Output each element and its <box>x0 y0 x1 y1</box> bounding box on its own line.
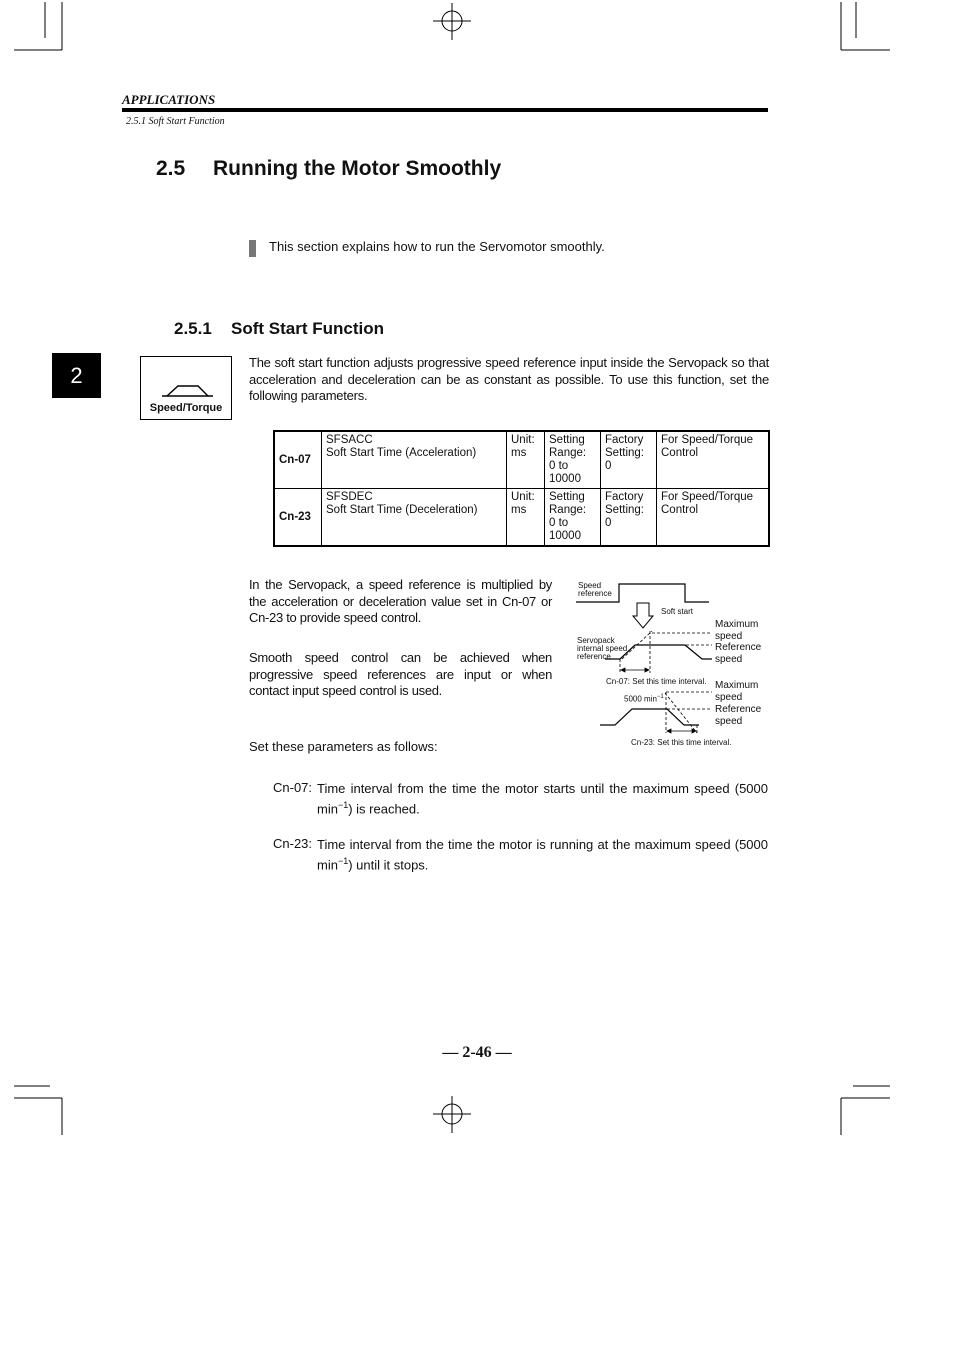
param-factory-label: Factory Setting: <box>605 491 644 516</box>
definition-text: Time interval from the time the motor starts until the maximum speed (5000 min <box>317 781 768 817</box>
subsection-title-text: Soft Start Function <box>231 319 384 338</box>
param-factory-label: Factory Setting: <box>605 434 644 459</box>
param-factory: 0 <box>605 460 612 472</box>
param-name: SFSACC <box>326 434 373 446</box>
param-factory: 0 <box>605 517 612 529</box>
param-range: 0 to 10000 <box>549 517 581 542</box>
label-cn23-note: Cn-23: Set this time interval. <box>631 738 732 747</box>
definition-text-end: ) is reached. <box>348 801 420 817</box>
param-description: Soft Start Time (Acceleration) <box>326 447 477 459</box>
param-range-label: Setting Range: <box>549 491 587 516</box>
paragraph-intro: The soft start function adjusts progressive speed reference input inside the Servopack so that acceleration and deceleration can be as constant as possible. To use this function, set the following parameters. <box>249 355 769 403</box>
param-range-label: Setting Range: <box>549 434 587 459</box>
running-header-subtitle: 2.5.1 Soft Start Function <box>126 116 225 127</box>
label-min-exponent: −1 <box>656 694 664 700</box>
label-reference-speed-1: Reference speed <box>715 642 762 665</box>
label-reference-speed-2: Reference speed <box>715 704 762 727</box>
definition-code-cn23: Cn-23: <box>273 836 313 851</box>
definition-exponent: −1 <box>337 856 349 866</box>
label-cn07-note: Cn-07: Set this time interval. <box>606 677 707 686</box>
definition-exponent: −1 <box>337 800 349 810</box>
down-arrow-icon <box>633 603 653 628</box>
running-header-title: APPLICATIONS <box>122 92 216 107</box>
paragraph-set-params: Set these parameters as follows: <box>249 739 438 754</box>
label-soft-start: Soft start <box>661 607 694 616</box>
label-maximum-speed-2: Maximum speed <box>715 680 759 703</box>
chapter-tab: 2 <box>52 353 101 398</box>
label-min-value: 5000 min <box>624 694 657 704</box>
section-title-text: Running the Motor Smoothly <box>213 157 502 180</box>
param-unit: ms <box>511 447 527 459</box>
param-code: Cn-23 <box>274 489 322 547</box>
param-control: For Speed/Torque Control <box>657 489 770 547</box>
label-servopack-internal: Servopack internal speed reference <box>577 636 628 661</box>
definition-code-cn07: Cn-07: <box>273 780 313 795</box>
subsection-number: 2.5.1 <box>174 319 212 338</box>
param-range: 0 to 10000 <box>549 460 581 485</box>
label-maximum-speed-1: Maximum speed <box>715 619 759 642</box>
paragraph-speed-reference: In the Servopack, a speed reference is multiplied by the acceleration or deceleration value set in Cn-07 or Cn-23 to provide speed control. <box>249 577 552 625</box>
label-speed-reference: Speed reference <box>578 581 612 598</box>
param-unit-label: Unit: <box>511 491 535 503</box>
param-unit-label: Unit: <box>511 434 535 446</box>
definition-text-cn07 <box>317 780 768 817</box>
page-number: — 2-46 — <box>442 1044 512 1061</box>
paragraph-smooth-control: Smooth speed control can be achieved when progressive speed references are input or when contact input speed control is used. <box>249 650 552 698</box>
param-description: Soft Start Time (Deceleration) <box>326 504 478 516</box>
label-5000-min <box>624 693 664 704</box>
param-code: Cn-07 <box>274 431 322 489</box>
section-intro: This section explains how to run the Servomotor smoothly. <box>269 239 605 254</box>
param-name: SFSDEC <box>326 491 373 503</box>
badge-label: Speed/Torque <box>149 402 223 414</box>
definition-text-cn23 <box>317 836 768 873</box>
definition-text-end: ) until it stops. <box>348 857 429 873</box>
param-control: For Speed/Torque Control <box>657 431 770 489</box>
section-number: 2.5 <box>156 157 186 180</box>
definition-text: Time interval from the time the motor is running at the maximum speed (5000 min <box>317 837 768 873</box>
param-unit: ms <box>511 504 527 516</box>
